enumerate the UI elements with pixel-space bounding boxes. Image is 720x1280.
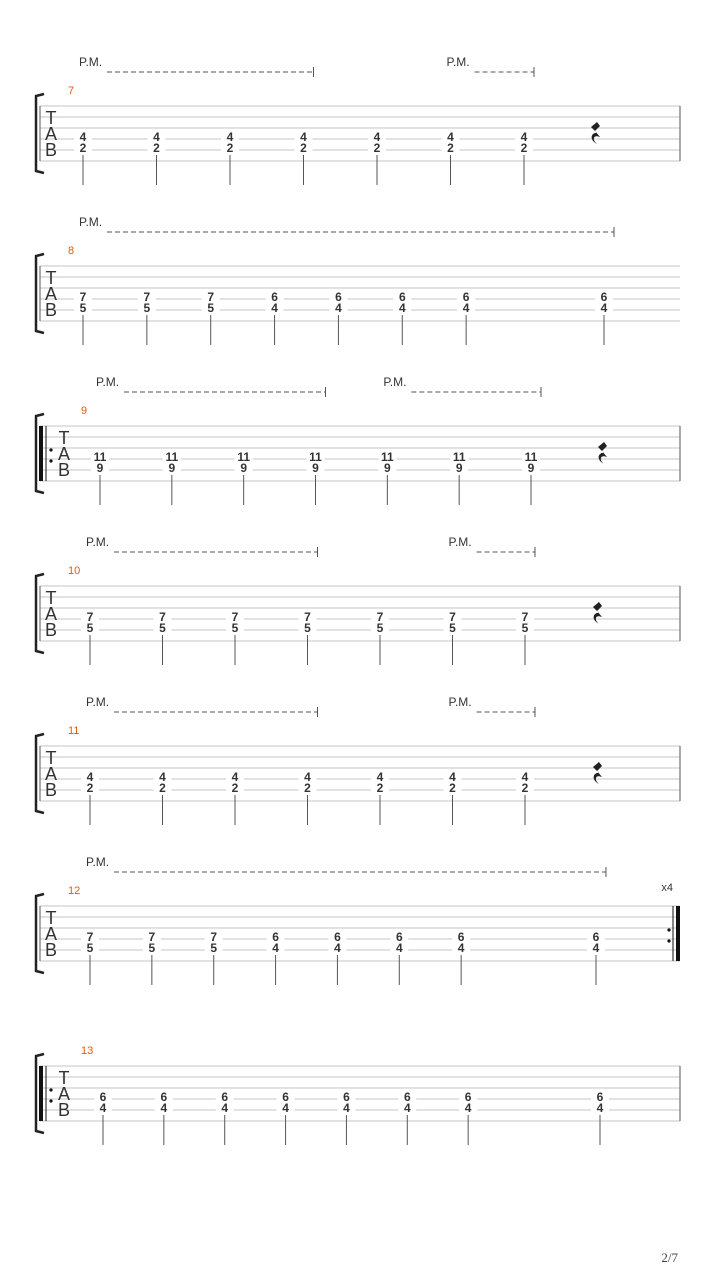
fret-number: 4: [449, 770, 456, 784]
fret-number: 4: [395, 941, 403, 955]
fret-number: 6: [395, 930, 403, 944]
repeat-dot: [49, 448, 52, 451]
fret-number: 2: [449, 781, 456, 795]
measure-number: 12: [68, 885, 81, 897]
fret-number: 5: [521, 621, 529, 635]
fret-number: 5: [148, 941, 156, 955]
fret-number: 6: [398, 290, 406, 304]
tab-clef-letter: B: [44, 140, 58, 160]
fret-number: 4: [520, 130, 528, 144]
fret-number: 6: [596, 1090, 604, 1104]
fret-number: 7: [231, 610, 239, 624]
fret-number: 6: [462, 290, 470, 304]
fret-number: 9: [455, 461, 463, 475]
quarter-rest: [593, 598, 602, 624]
fret-number: 4: [86, 770, 94, 784]
tab-clef-letter: T: [45, 588, 57, 608]
tab-clef-letter: B: [44, 780, 58, 800]
fret-number: 7: [521, 610, 529, 624]
fret-number: 4: [457, 941, 465, 955]
fret-number: 11: [93, 450, 107, 464]
fret-number: 9: [168, 461, 176, 475]
palm-mute-label: P.M.: [448, 535, 472, 549]
page-number: 2/7: [661, 1250, 678, 1265]
palm-mute-label: P.M.: [383, 375, 407, 389]
fret-number: 4: [403, 1101, 411, 1115]
fret-number: 6: [464, 1090, 472, 1104]
fret-number: 6: [343, 1090, 350, 1104]
tab-clef-letter: A: [44, 924, 58, 944]
repeat-dot: [667, 939, 670, 942]
fret-number: 5: [207, 301, 215, 315]
fret-number: 2: [304, 781, 311, 795]
palm-mute-label: P.M.: [79, 215, 103, 229]
repeat-start-thick-bar: [39, 1066, 43, 1121]
fret-number: 5: [143, 301, 151, 315]
fret-number: 9: [383, 461, 391, 475]
fret-number: 5: [159, 621, 166, 635]
fret-number: 4: [334, 941, 341, 955]
tab-clef-letter: A: [57, 1084, 71, 1104]
measure-number: 11: [68, 725, 80, 737]
fret-number: 2: [86, 781, 94, 795]
fret-number: 4: [335, 301, 342, 315]
fret-number: 4: [153, 130, 160, 144]
tab-clef-letter: A: [44, 124, 58, 144]
repeat-dot: [49, 1088, 52, 1091]
fret-number: 2: [447, 141, 454, 155]
fret-number: 6: [403, 1090, 411, 1104]
palm-mute-label: P.M.: [96, 375, 120, 389]
fret-number: 4: [398, 301, 406, 315]
quarter-rest: [593, 758, 602, 784]
palm-mute-label: P.M.: [86, 695, 110, 709]
fret-number: 11: [309, 450, 322, 464]
fret-number: 7: [148, 930, 156, 944]
repeat-end-thick-bar: [676, 906, 680, 961]
tab-clef-letter: T: [58, 428, 70, 448]
fret-number: 5: [449, 621, 456, 635]
fret-number: 4: [464, 1101, 472, 1115]
measure-number: 8: [68, 245, 75, 257]
fret-number: 4: [79, 130, 87, 144]
fret-number: 6: [600, 290, 608, 304]
fret-number: 6: [457, 930, 465, 944]
fret-number: 4: [304, 770, 311, 784]
tab-clef-letter: A: [44, 284, 58, 304]
palm-mute-label: P.M.: [448, 695, 472, 709]
repeat-dot: [49, 1099, 52, 1102]
fret-number: 11: [524, 450, 538, 464]
palm-mute-label: P.M.: [79, 55, 103, 69]
fret-number: 7: [143, 290, 151, 304]
repeat-dot: [49, 459, 52, 462]
fret-number: 9: [527, 461, 535, 475]
tab-clef-letter: B: [44, 940, 58, 960]
fret-number: 4: [462, 301, 470, 315]
fret-number: 6: [221, 1090, 229, 1104]
fret-number: 4: [231, 770, 239, 784]
fret-number: 4: [159, 770, 166, 784]
tab-clef-letter: B: [44, 620, 58, 640]
fret-number: 5: [304, 621, 311, 635]
fret-number: 6: [592, 930, 600, 944]
measure-number: 10: [68, 565, 81, 577]
fret-number: 7: [79, 290, 87, 304]
repeat-start-thick-bar: [39, 426, 43, 481]
tab-clef-letter: T: [45, 908, 57, 928]
fret-number: 9: [96, 461, 104, 475]
fret-number: 2: [153, 141, 160, 155]
fret-number: 4: [272, 941, 279, 955]
fret-number: 4: [343, 1101, 350, 1115]
fret-number: 6: [99, 1090, 107, 1104]
palm-mute-label: P.M.: [446, 55, 470, 69]
tab-clef-letter: A: [44, 764, 58, 784]
fret-number: 7: [86, 610, 94, 624]
fret-number: 2: [159, 781, 166, 795]
fret-number: 4: [592, 941, 600, 955]
tab-clef-letter: T: [45, 748, 57, 768]
fret-number: 11: [165, 450, 179, 464]
fret-number: 2: [520, 141, 528, 155]
fret-number: 9: [240, 461, 248, 475]
fret-number: 4: [226, 130, 234, 144]
measure-number: 9: [81, 405, 88, 417]
fret-number: 7: [376, 610, 384, 624]
fret-number: 6: [160, 1090, 168, 1104]
fret-number: 5: [86, 941, 94, 955]
fret-number: 2: [79, 141, 87, 155]
fret-number: 6: [282, 1090, 289, 1104]
palm-mute-label: P.M.: [86, 855, 110, 869]
fret-number: 7: [210, 930, 218, 944]
fret-number: 7: [304, 610, 311, 624]
fret-number: 4: [99, 1101, 107, 1115]
fret-number: 2: [521, 781, 529, 795]
repeat-count: x4: [661, 882, 673, 894]
fret-number: 4: [160, 1101, 168, 1115]
tab-clef-letter: T: [58, 1068, 70, 1088]
fret-number: 4: [600, 301, 608, 315]
fret-number: 4: [271, 301, 278, 315]
fret-number: 4: [447, 130, 454, 144]
fret-number: 4: [521, 770, 529, 784]
measure-number: 13: [81, 1045, 94, 1057]
fret-number: 9: [312, 461, 319, 475]
fret-number: 7: [86, 930, 94, 944]
fret-number: 6: [272, 930, 279, 944]
tab-clef-letter: B: [57, 1100, 71, 1120]
tab-clef-letter: T: [45, 108, 57, 128]
tab-clef-letter: A: [44, 604, 58, 624]
tab-clef-letter: B: [44, 300, 58, 320]
fret-number: 11: [380, 450, 394, 464]
tab-clef-letter: A: [57, 444, 71, 464]
quarter-rest: [598, 438, 607, 464]
fret-number: 4: [373, 130, 381, 144]
fret-number: 5: [376, 621, 384, 635]
quarter-rest: [591, 118, 600, 144]
fret-number: 5: [79, 301, 87, 315]
fret-number: 2: [226, 141, 234, 155]
fret-number: 2: [373, 141, 381, 155]
fret-number: 6: [271, 290, 278, 304]
fret-number: 4: [596, 1101, 604, 1115]
fret-number: 2: [376, 781, 384, 795]
measure-number: 7: [68, 85, 75, 97]
fret-number: 4: [221, 1101, 229, 1115]
fret-number: 6: [334, 930, 341, 944]
fret-number: 4: [376, 770, 384, 784]
fret-number: 5: [210, 941, 218, 955]
fret-number: 5: [86, 621, 94, 635]
fret-number: 4: [282, 1101, 289, 1115]
tab-clef-letter: B: [57, 460, 71, 480]
fret-number: 6: [335, 290, 342, 304]
fret-number: 11: [237, 450, 251, 464]
palm-mute-label: P.M.: [86, 535, 110, 549]
fret-number: 7: [207, 290, 215, 304]
fret-number: 5: [231, 621, 239, 635]
fret-number: 7: [159, 610, 166, 624]
tab-clef-letter: T: [45, 268, 57, 288]
repeat-dot: [667, 928, 670, 931]
fret-number: 2: [300, 141, 307, 155]
fret-number: 11: [452, 450, 466, 464]
fret-number: 2: [231, 781, 239, 795]
fret-number: 4: [300, 130, 307, 144]
fret-number: 7: [449, 610, 456, 624]
